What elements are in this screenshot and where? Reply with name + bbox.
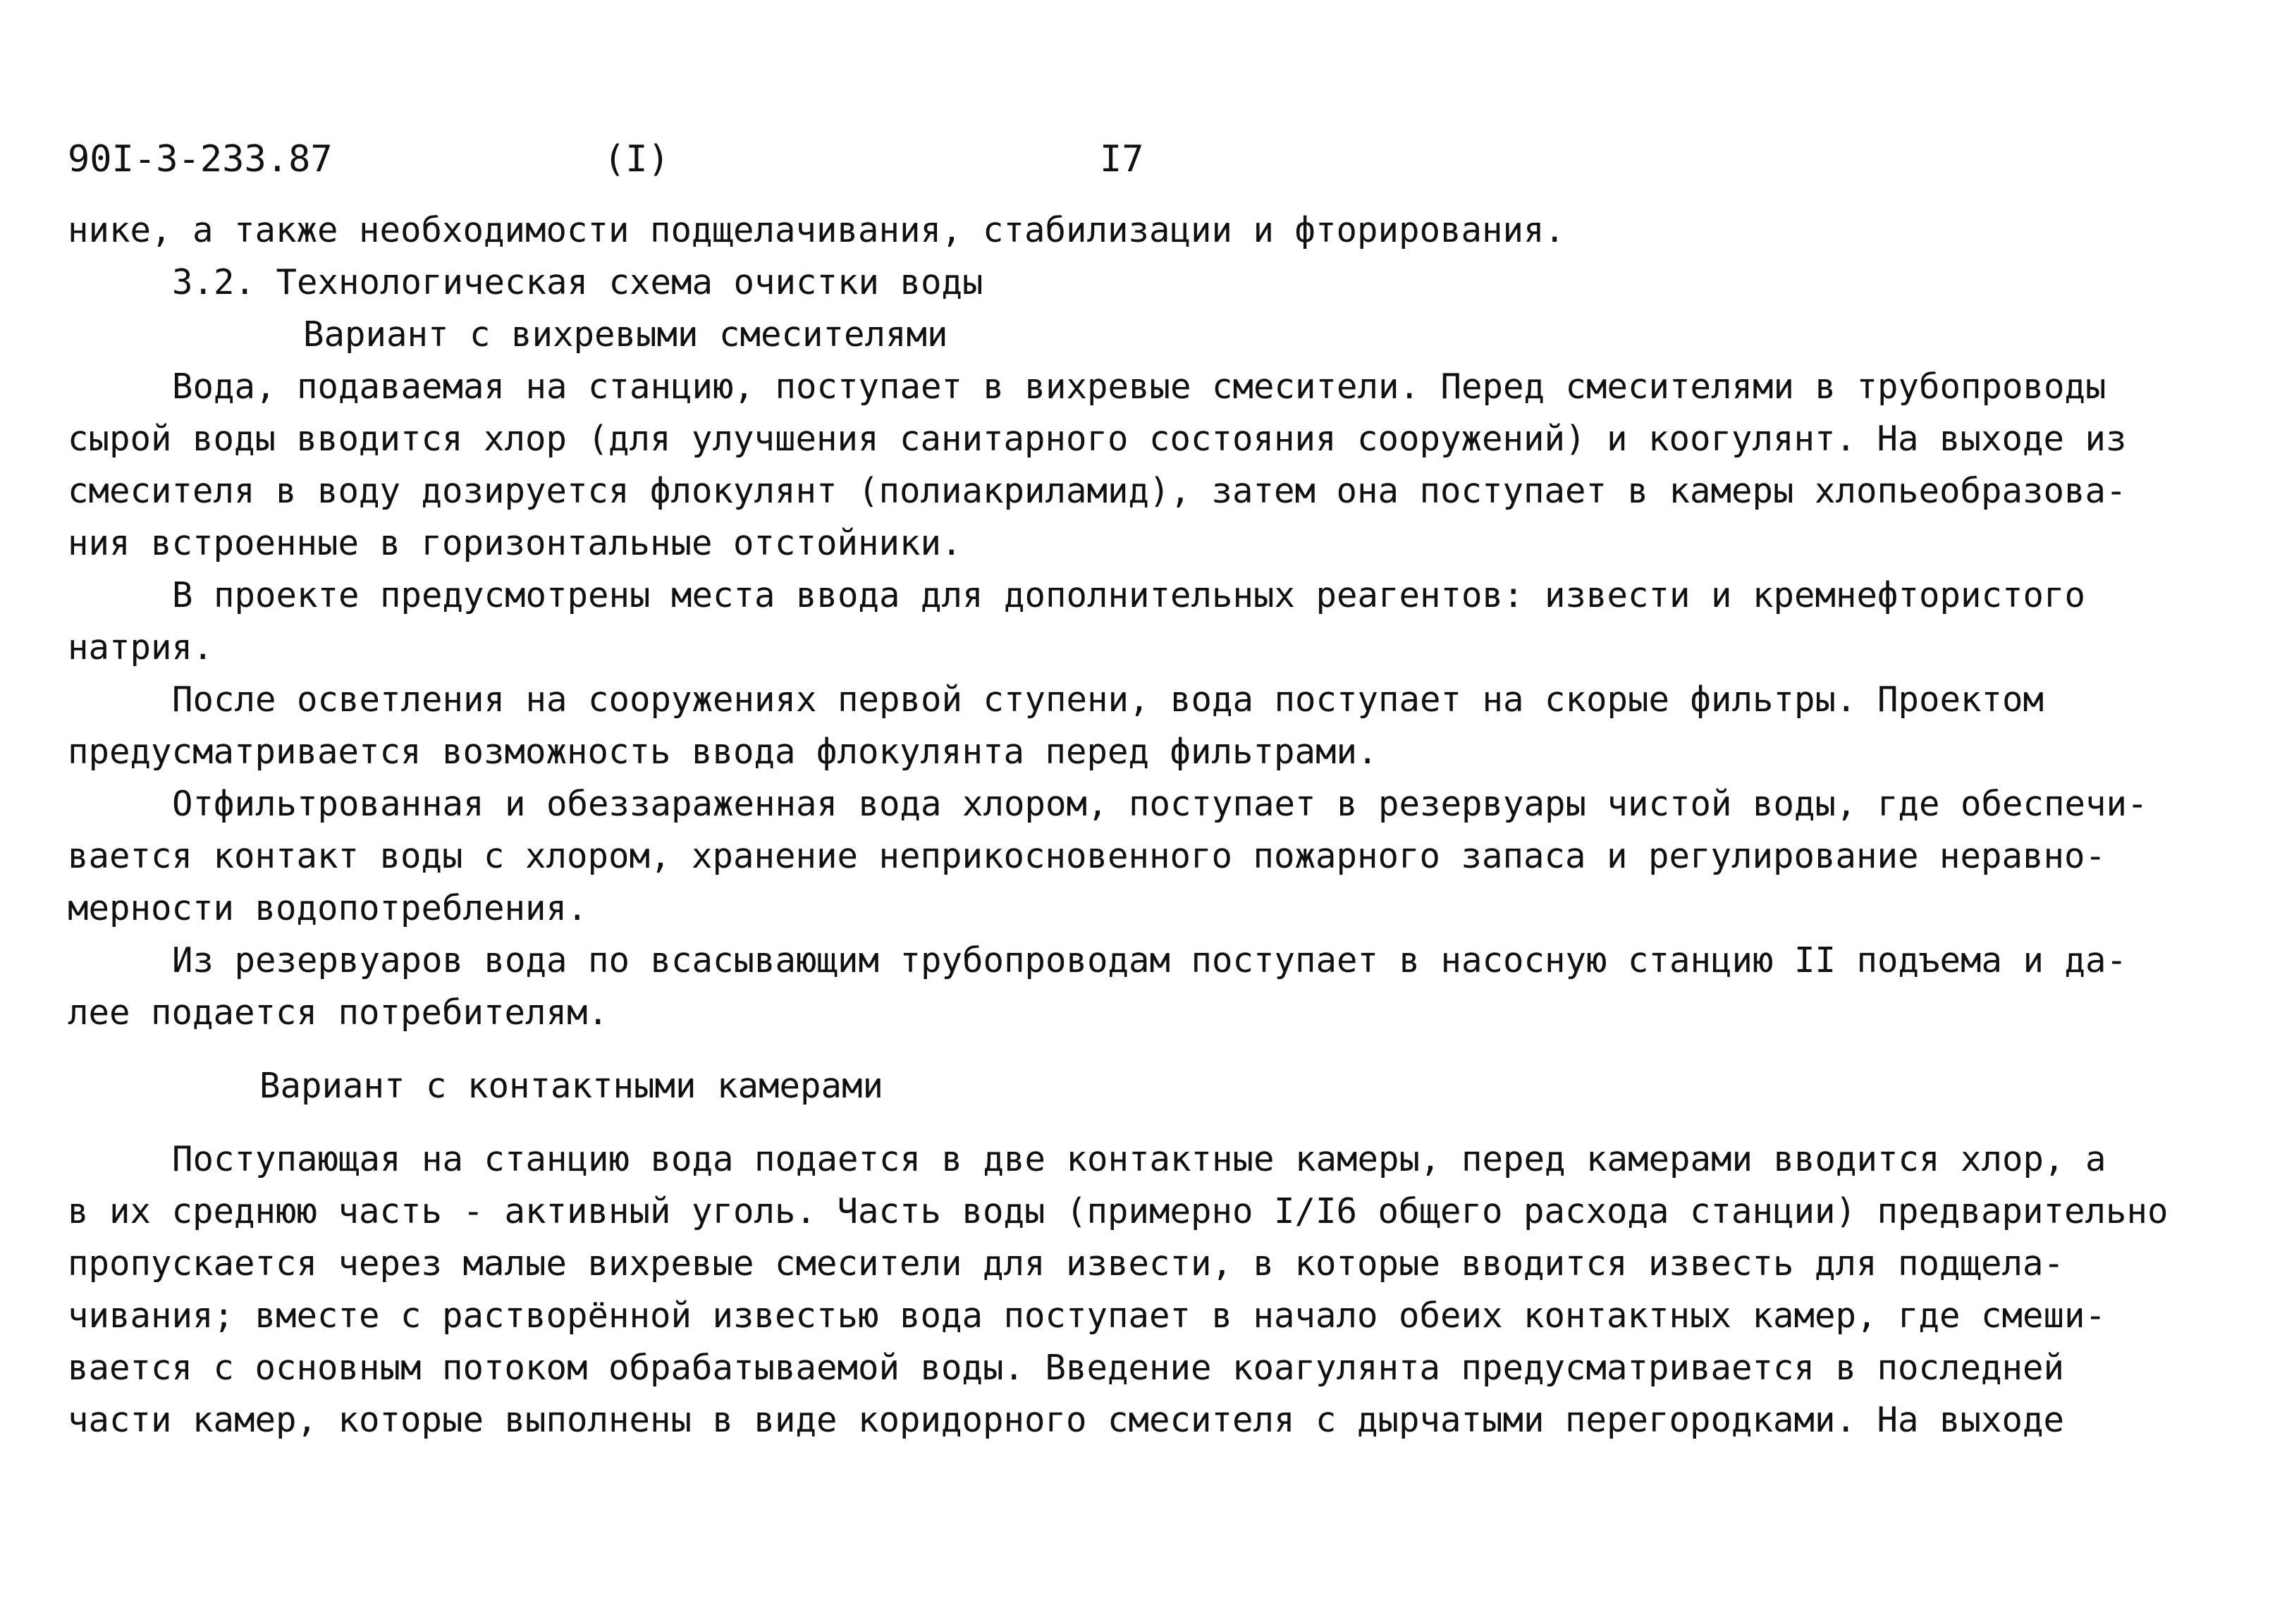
text-line: вается контакт воды с хлором, хранение неприкосновенного пожарного запаса и регулирование неравно- bbox=[68, 836, 2106, 876]
text-line: Отфильтрованная и обеззараженная вода хлором, поступает в резервуары чистой воды, где обеспечи- bbox=[172, 784, 2148, 824]
subsection-heading: Вариант с контактными камерами bbox=[259, 1066, 884, 1106]
text-line: После осветления на сооружениях первой ступени, вода поступает на скорые фильтры. Проектом bbox=[172, 679, 2044, 720]
page-header bbox=[68, 138, 1266, 187]
text-line: Поступающая на станцию вода подается в две контактные камеры, перед камерами вводится хлор, а bbox=[172, 1139, 2106, 1179]
subsection-heading: Вариант с вихревыми смесителями bbox=[303, 314, 948, 355]
text-line: предусматривается возможность ввода флокулянта перед фильтрами. bbox=[68, 732, 1378, 772]
text-line: сырой воды вводится хлор (для улучшения санитарного состояния сооружений) и коогулянт. На выходе из bbox=[68, 419, 2127, 459]
text-line: Из резервуаров вода по всасывающим трубопроводам поступает в насосную станцию II подъема и да- bbox=[172, 940, 2128, 980]
text-line: вается с основным потоком обрабатываемой воды. Введение коагулянта предусматривается в последней bbox=[68, 1348, 2065, 1388]
text-line: смесителя в воду дозируется флокулянт (полиакриламид), затем она поступает в камеры хлопьеобразова- bbox=[68, 471, 2127, 511]
text-line: Вода, подаваемая на станцию, поступает в вихревые смесители. Перед смесителями в трубопроводы bbox=[172, 367, 2106, 407]
text-line: в их среднюю часть - активный уголь. Часть воды (примерно I/I6 общего расхода станции) предварительно bbox=[68, 1191, 2168, 1231]
document-code: 90I-3-233.87 bbox=[68, 138, 333, 180]
text-line: натрия. bbox=[68, 627, 214, 668]
text-line: лее подается потребителям. bbox=[68, 992, 609, 1033]
text-line: В проекте предусмотрены места ввода для дополнительных реагентов: извести и кремнефтористого bbox=[172, 575, 2086, 615]
page-number: I7 bbox=[1100, 138, 1144, 180]
section-heading: 3.2. Технологическая схема очистки воды bbox=[172, 262, 983, 302]
text-line: мерности водопотребления. bbox=[68, 888, 588, 928]
text-line: части камер, которые выполнены в виде коридорного смесителя с дырчатыми перегородками. На выходе bbox=[68, 1400, 2065, 1440]
text-line: чивания; вместе с растворённой известью вода поступает в начало обеих контактных камер, где смеши- bbox=[68, 1296, 2106, 1336]
text-line: ния встроенные в горизонтальные отстойники. bbox=[68, 523, 962, 563]
text-line: пропускается через малые вихревые смесители для извести, в которые вводится известь для подщела- bbox=[68, 1243, 2065, 1284]
document-body bbox=[68, 204, 2253, 1446]
text-line: нике, а также необходимости подщелачивания, стабилизации и фторирования. bbox=[68, 210, 1566, 250]
part-number: (I) bbox=[603, 138, 670, 180]
